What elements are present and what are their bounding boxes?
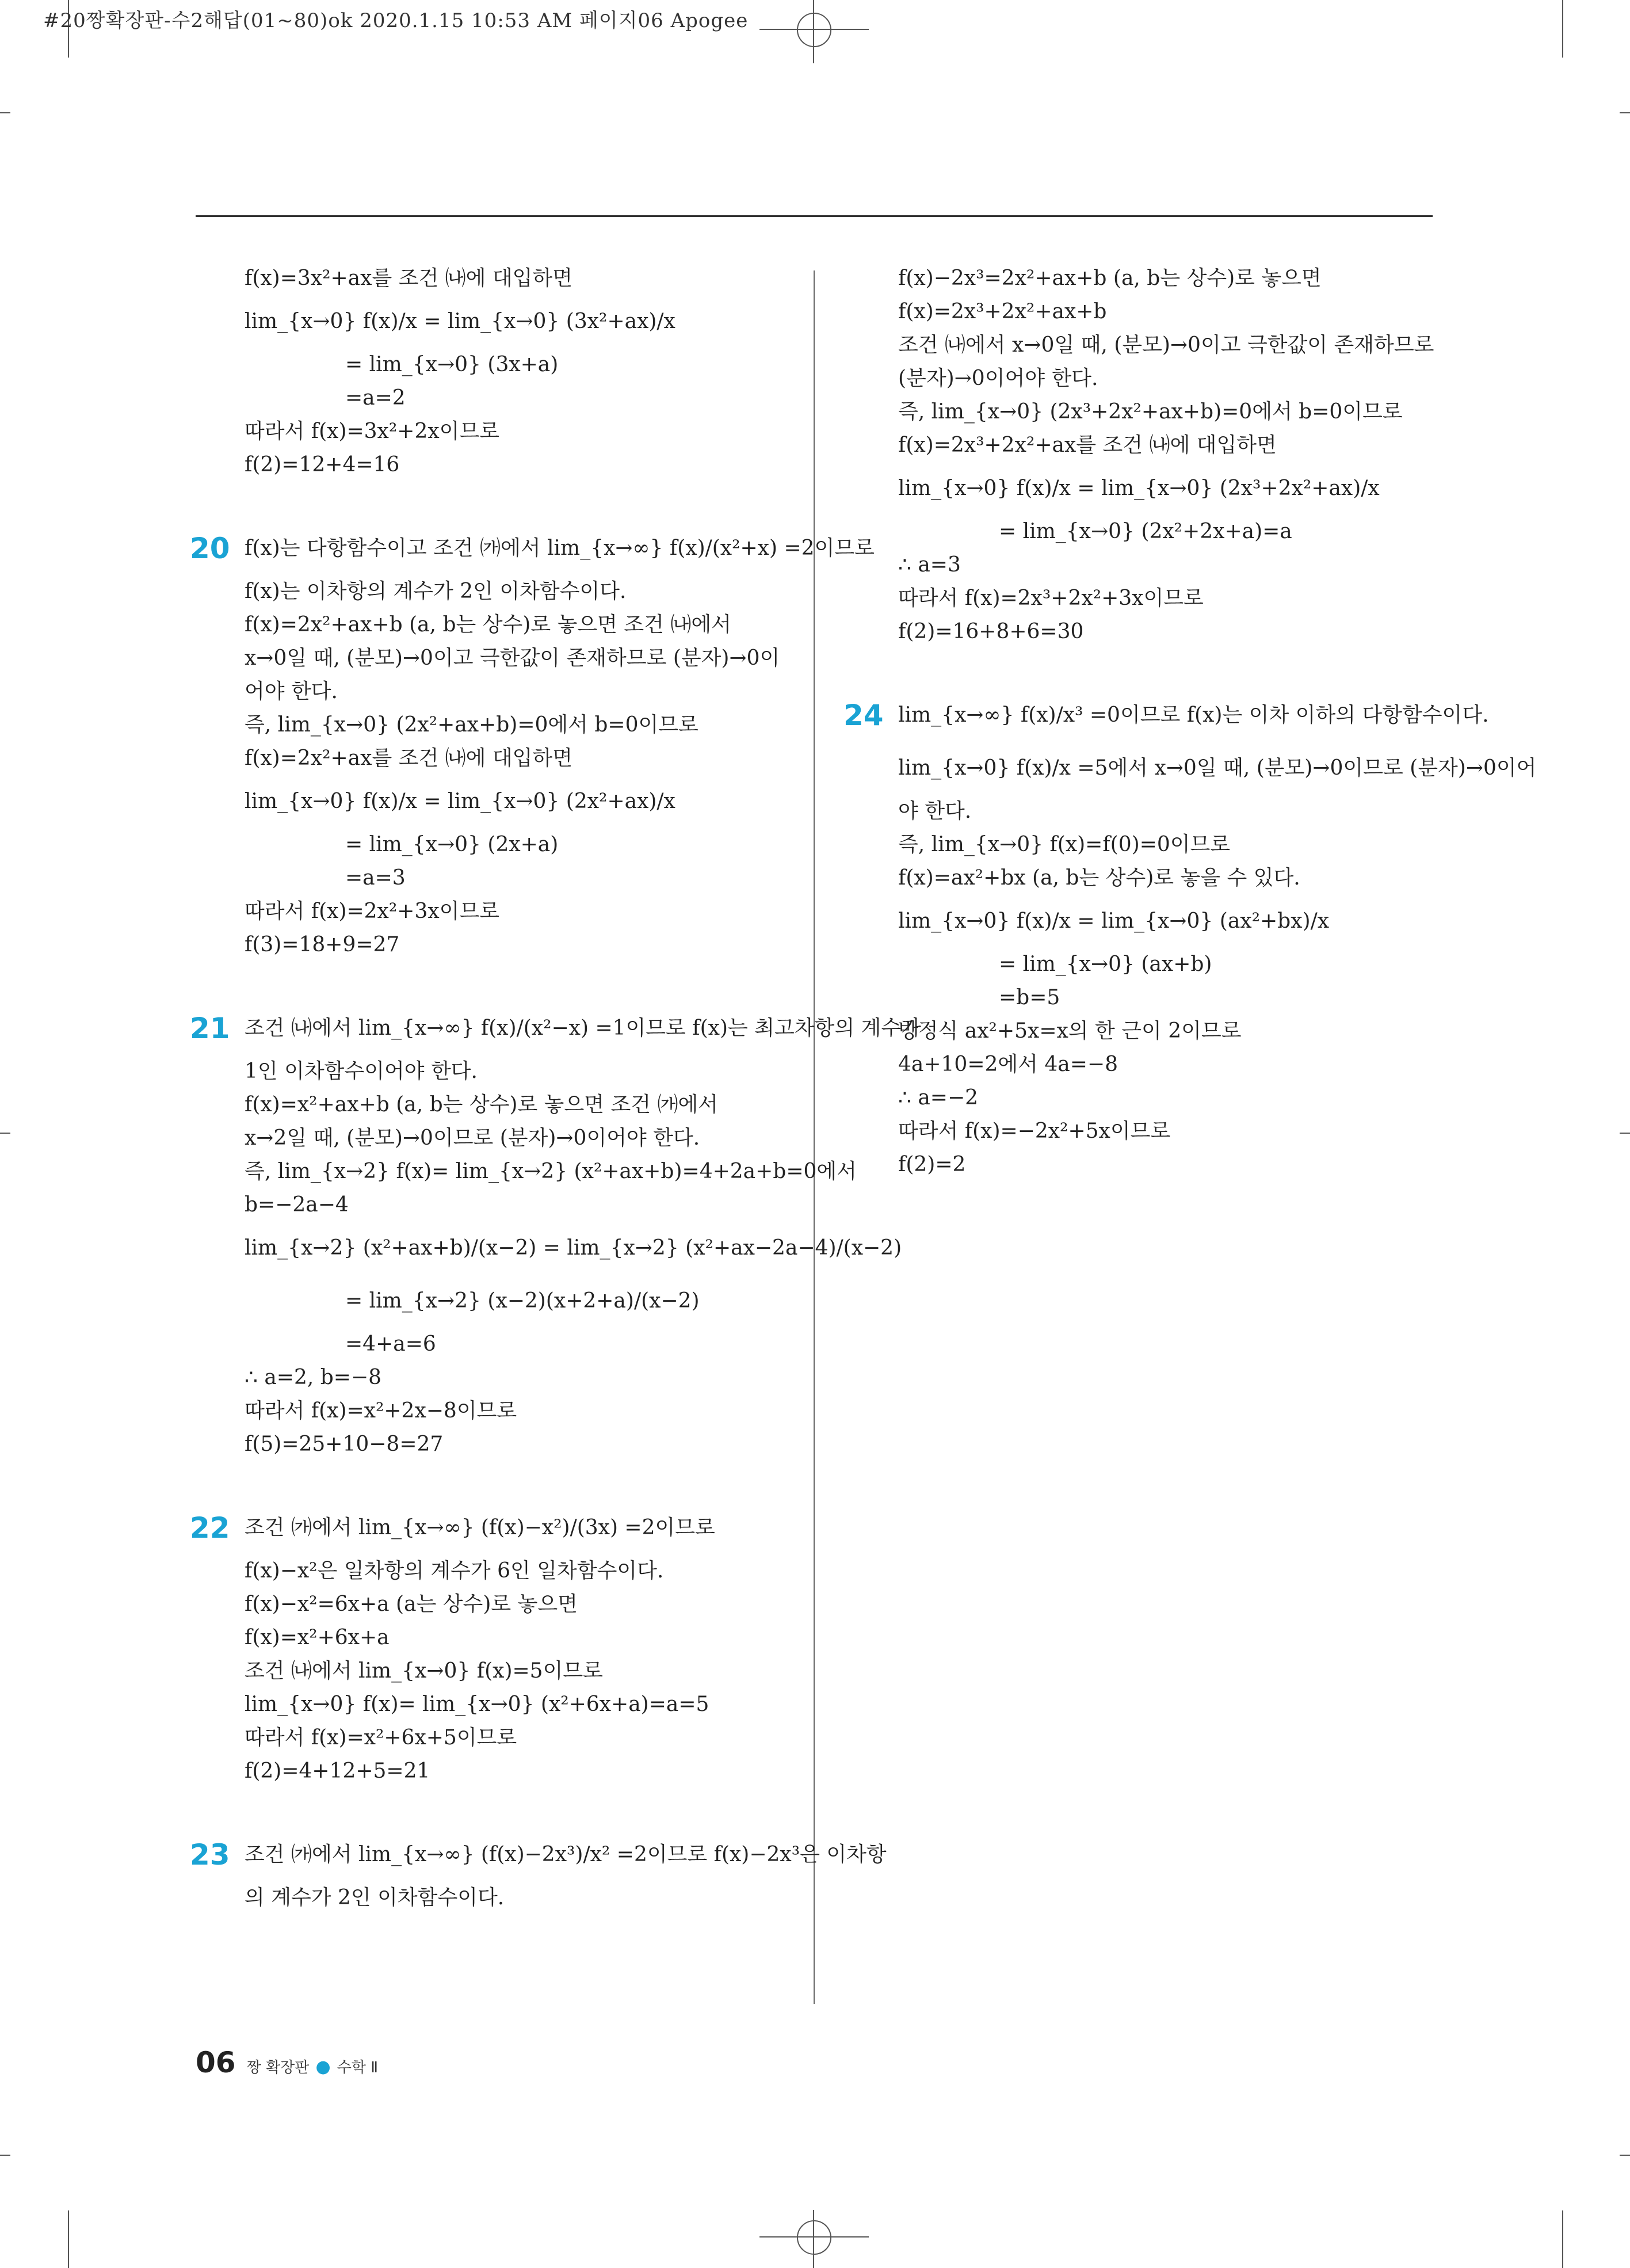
solution-line: 조건 ㈏에서 lim_{x→0} f(x)=5이므로: [245, 1659, 603, 1683]
solution-line: f(x)−2x³=2x²+ax+b (a, b는 상수)로 놓으면: [898, 266, 1322, 290]
problem-number: 21: [190, 1012, 230, 1045]
solution-line: lim_{x→0} f(x)= lim_{x→0} (x²+6x+a)=a=5: [245, 1693, 709, 1716]
solution-line: x→2일 때, (분모)→0이므로 (분자)→0이어야 한다.: [245, 1126, 700, 1150]
crop-mark: [68, 2210, 69, 2268]
book-title: 짱 확장판: [246, 2059, 310, 2076]
problem-number: 23: [190, 1838, 230, 1871]
solution-line: f(x)=2x³+2x²+ax를 조건 ㈏에 대입하면: [898, 433, 1277, 457]
solution-line: f(x)=3x²+ax를 조건 ㈏에 대입하면: [245, 266, 572, 290]
solution-line: 4a+10=2에서 4a=−8: [898, 1053, 1119, 1076]
solution-line: 조건 ㈎에서 lim_{x→∞} (f(x)−x²)/(3x) =2이므로: [245, 1516, 715, 1539]
solution-line: f(x)=2x³+2x²+ax+b: [898, 300, 1107, 323]
solution-line: f(3)=18+9=27: [245, 933, 400, 956]
solution-line: 따라서 f(x)=2x³+2x²+3x이므로: [898, 586, 1204, 610]
header-rule: [196, 215, 1433, 217]
solution-line: f(2)=12+4=16: [245, 453, 400, 477]
solution-23-continuation: [895, 262, 1471, 649]
solution-line: = lim_{x→0} (2x+a): [345, 833, 559, 856]
solution-line: 조건 ㈏에서 lim_{x→∞} f(x)/(x²−x) =1이므로 f(x)는 최고차항의 계수가: [245, 1016, 921, 1040]
solution-line: 따라서 f(x)=3x²+2x이므로: [245, 420, 499, 443]
solution-line: f(2)=16+8+6=30: [898, 620, 1084, 643]
solution-line: = lim_{x→0} (ax+b): [999, 952, 1212, 976]
solution-23: [190, 1828, 887, 1915]
solution-line: b=−2a−4: [245, 1193, 349, 1217]
solution-line: 야 한다.: [898, 799, 972, 823]
solution-line: = lim_{x→2} (x−2)(x+2+a)/(x−2): [345, 1289, 700, 1313]
solution-line: f(x)=x²+ax+b (a, b는 상수)로 놓으면 조건 ㈎에서: [245, 1093, 718, 1116]
solution-line: x→0일 때, (분모)→0이고 극한값이 존재하므로 (분자)→0이: [245, 646, 780, 670]
solution-line: = lim_{x→0} (2x²+2x+a)=a: [999, 520, 1292, 543]
solution-line: ∴ a=2, b=−8: [245, 1366, 382, 1389]
solution-line: 따라서 f(x)=x²+2x−8이므로: [245, 1399, 517, 1423]
solution-line: f(x)는 다항함수이고 조건 ㈎에서 lim_{x→∞} f(x)/(x²+x) =2이므로: [245, 536, 875, 560]
page-number: 06: [196, 2046, 236, 2079]
problem-number: 24: [843, 699, 884, 732]
solution-line: f(x)=x²+6x+a: [245, 1626, 390, 1649]
bullet-icon: ●: [315, 2057, 331, 2077]
solution-line: =a=2: [345, 386, 406, 410]
solution-line: 즉, lim_{x→2} f(x)= lim_{x→2} (x²+ax+b)=4+2a+b=0에서: [245, 1160, 857, 1183]
solution-line: f(x)=ax²+bx (a, b는 상수)로 놓을 수 있다.: [898, 866, 1300, 890]
solution-line: = lim_{x→0} (3x+a): [345, 353, 559, 376]
solution-line: f(x)−x²은 일차항의 계수가 6인 일차함수이다.: [245, 1559, 664, 1583]
print-slug: #20짱확장판-수2해답(01~80)ok 2020.1.15 10:53 AM 페이지06 Apogee: [43, 9, 749, 32]
crop-mark: [1620, 2155, 1630, 2156]
solution-line: lim_{x→2} (x²+ax+b)/(x−2) = lim_{x→2} (x²+ax−2a−4)/(x−2): [245, 1236, 902, 1260]
solution-21: [190, 1002, 921, 1461]
solution-line: 어야 한다.: [245, 680, 338, 703]
solution-line: 즉, lim_{x→0} (2x²+ax+b)=0에서 b=0이므로: [245, 713, 698, 737]
crop-mark: [1562, 2210, 1563, 2268]
crop-mark: [0, 112, 10, 113]
crop-mark: [1620, 112, 1630, 113]
solution-line: (분자)→0이어야 한다.: [898, 367, 1098, 390]
solution-line: 1인 이차함수이어야 한다.: [245, 1059, 478, 1083]
solution-line: lim_{x→∞} f(x)/x³ =0이므로 f(x)는 이차 이하의 다항함수이다.: [898, 703, 1489, 727]
solution-line: =b=5: [999, 986, 1060, 1009]
solution-line: =4+a=6: [345, 1332, 436, 1356]
registration-circle: [797, 2220, 831, 2255]
registration-line: [759, 2236, 869, 2237]
solution-line: =a=3: [345, 866, 406, 890]
crop-mark: [0, 2155, 10, 2156]
left-column: [190, 262, 921, 1915]
solution-24: [843, 689, 1537, 1181]
registration-circle: [797, 13, 831, 47]
solution-line: ∴ a=3: [898, 553, 961, 577]
solution-line: 즉, lim_{x→0} (2x³+2x²+ax+b)=0에서 b=0이므로: [898, 400, 1403, 424]
solution-line: 조건 ㈎에서 lim_{x→∞} (f(x)−2x³)/x² =2이므로 f(x)−2x³은 이차항: [245, 1843, 887, 1866]
solution-line: f(x)는 이차항의 계수가 2인 이차함수이다.: [245, 580, 627, 603]
solution-line: ∴ a=−2: [898, 1086, 979, 1110]
crop-mark: [0, 1133, 10, 1134]
registration-line: [813, 2210, 814, 2268]
solution-line: 따라서 f(x)=−2x²+5x이므로: [898, 1119, 1171, 1143]
solution-line: f(x)−x²=6x+a (a는 상수)로 놓으면: [245, 1592, 578, 1616]
problem-number: 20: [190, 532, 230, 565]
crop-mark: [1620, 1133, 1630, 1134]
solution-line: 조건 ㈏에서 x→0일 때, (분모)→0이고 극한값이 존재하므로: [898, 333, 1434, 357]
solution-19-continuation: [242, 262, 817, 482]
solution-line: 의 계수가 2인 이차함수이다.: [245, 1886, 505, 1909]
solution-line: 즉, lim_{x→0} f(x)=f(0)=0이므로: [898, 833, 1231, 856]
solution-line: f(x)=2x²+ax를 조건 ㈏에 대입하면: [245, 746, 572, 770]
solution-22: [190, 1501, 817, 1788]
right-column: [843, 262, 1537, 1181]
page-footer: [196, 2046, 378, 2079]
solution-line: 방정식 ax²+5x=x의 한 근이 2이므로: [898, 1019, 1242, 1043]
solution-line: f(x)=2x²+ax+b (a, b는 상수)로 놓으면 조건 ㈏에서: [245, 613, 731, 636]
registration-line: [813, 0, 814, 63]
solution-line: lim_{x→0} f(x)/x =5에서 x→0일 때, (분모)→0이므로 (분자)→0이어: [898, 756, 1537, 780]
solution-line: lim_{x→0} f(x)/x = lim_{x→0} (2x²+ax)/x: [245, 790, 675, 813]
solution-line: f(2)=4+12+5=21: [245, 1759, 430, 1783]
crop-mark: [1562, 0, 1563, 58]
solution-line: f(2)=2: [898, 1153, 966, 1176]
problem-number: 22: [190, 1511, 230, 1545]
registration-line: [759, 29, 869, 30]
solution-line: lim_{x→0} f(x)/x = lim_{x→0} (ax²+bx)/x: [898, 909, 1330, 933]
solution-line: 따라서 f(x)=2x²+3x이므로: [245, 899, 499, 923]
solution-line: lim_{x→0} f(x)/x = lim_{x→0} (3x²+ax)/x: [245, 310, 675, 333]
solution-line: 따라서 f(x)=x²+6x+5이므로: [245, 1726, 517, 1749]
subject-label: 수학 Ⅱ: [337, 2059, 379, 2076]
solution-line: lim_{x→0} f(x)/x = lim_{x→0} (2x³+2x²+ax)/x: [898, 477, 1380, 500]
solution-line: f(5)=25+10−8=27: [245, 1432, 444, 1456]
